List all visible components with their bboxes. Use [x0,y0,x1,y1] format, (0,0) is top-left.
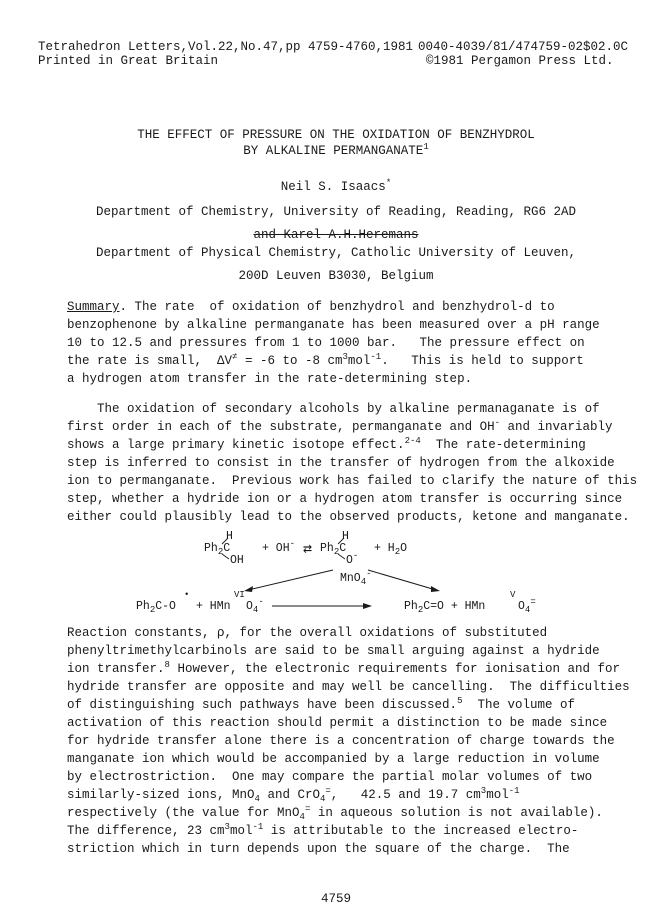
para1-line7: either could plausibly lead to the observed products, ketone and manganate. [67,510,630,524]
water-product: + $H_2O$ [374,542,408,557]
para2-line10: similarly-sized ions, MnO$_4$ and CrO$_4$=, 42.5 and 19.7 $cm^3mol^{-1}$ [67,786,520,804]
benzophenone-product: $Ph_2C=O$ + HMn [404,600,486,615]
para2-line5: of distinguishing such pathways have been discussed.$^5$ The volume of [67,696,576,712]
author-2: and Karel A.H.Heremans [253,228,419,242]
copyright-line: ©1981 Pergamon Press Ltd. [426,54,614,68]
page-number: 4759 [320,892,351,906]
para1-line6: step, whether a hydride ion or a hydrogen atom transfer is occurring since [67,492,623,506]
scheme-h-label-2: H [342,530,349,543]
issn-line: 0040-4039/81/474759-02$02.0C [418,40,629,54]
reaction-scheme [0,528,672,620]
affiliation-1: Department of Chemistry, University of Reading, Reading, RG6 2AD [95,205,577,219]
radical-intermediate: $Ph_2C-O$ [136,600,176,615]
benzhydrol: $Ph_2C$ [204,542,231,557]
manganese-v-oxide: $O_4^=$ [518,597,536,615]
para2-line8: manganate ion which would be accompanied by a large reduction in volume [67,752,600,766]
para2-line2: phenyltrimethylcarbinols are said to be small arguing against a hydride [67,644,600,658]
article-title-line2: BY ALKALINE PERMANGANATE$^1$ [243,142,429,158]
author-1: Neil S. Isaacs* [280,178,392,194]
scheme-oh-label: OH [230,554,244,567]
summary-line1: Summary. The rate of oxidation of benzhydrol and benzhydrol-d to [67,300,555,314]
scheme-bonds [0,528,672,620]
alkoxide: $Ph_2C$ [320,542,347,557]
para2-line4: hydride transfer are opposite and may well be cancelling. The difficulties [67,680,630,694]
para1-line3: shows a large primary kinetic isotope effect.$^{2-4}$ The rate-determining [67,436,586,452]
journal-citation: Tetrahedron Letters,Vol.22,No.47,pp 4759-4760,1981 [38,40,414,54]
summary-line2: benzophenone by alkaline permanganate has been measured over a pH range [67,318,600,332]
equilibrium-arrow: ⇄ [303,541,313,558]
para2-line13: striction which in turn depends upon the square of the charge. The [67,842,570,856]
summary-label: Summary [67,300,120,314]
scheme-h-label-1: H [226,530,233,543]
summary-line3: 10 to 12.5 and pressures from 1 to 1000 bar. The pressure effect on [67,336,585,350]
summary-line5: a hydrogen atom transfer in the rate-determining step. [67,372,473,386]
para2-line12: The difference, 23 $cm^3mol^{-1}$ is attributable to the increased electro- [67,822,579,838]
summary-line4: the rate is small, ΔV≠ = -6 to -8 $cm^3mol^{-1}$. This is held to support [67,352,584,368]
para1-line2: first order in each of the substrate, permanganate and OH- and invariably [67,418,613,434]
para1-line5: ion to permanganate. Previous work has failed to clarify the nature of this [67,474,638,488]
permanganate-reagent: MnO$_4$- [340,569,372,587]
radical-dot: • [184,590,190,600]
manganese-vi-species: + HMn [196,600,231,613]
para2-line1: Reaction constants, ρ, for the overall oxidations of substituted [67,626,548,640]
printed-line: Printed in Great Britain [38,54,219,68]
alkoxide-oxygen: O- [346,551,359,567]
oxidation-state-v: V [510,590,516,600]
para2-line6: activation of this reaction should permit a distinction to be made since [67,716,608,730]
para2-line9: by electrostriction. One may compare the partial molar volumes of two [67,770,593,784]
article-title-line1: THE EFFECT OF PRESSURE ON THE OXIDATION OF BENZHYDROL [137,128,535,142]
para1-line1: The oxidation of secondary alcohols by alkaline permanaganate is of [67,402,600,416]
para2-line7: for hydride transfer alone there is a concentration of charge towards the [67,734,615,748]
manganese-vi-oxide: $O_4^-$ [246,597,264,615]
para2-line3: ion transfer.$^8$ However, the electronic requirements for ionisation and for [67,660,621,676]
hydroxide-reagent: + OH- [262,539,296,555]
affiliation-2b: 200D Leuven B3030, Belgium [238,269,434,283]
para1-line4: step is inferred to consist in the transfer of hydrogen from the alkoxide [67,456,615,470]
affiliation-2a: Department of Physical Chemistry, Catholic University of Leuven, [95,246,577,260]
para2-line11: respectively (the value for MnO$_4$= in aqueous solution is not available). [67,804,603,822]
oxidation-state-vi: VI [234,590,245,600]
